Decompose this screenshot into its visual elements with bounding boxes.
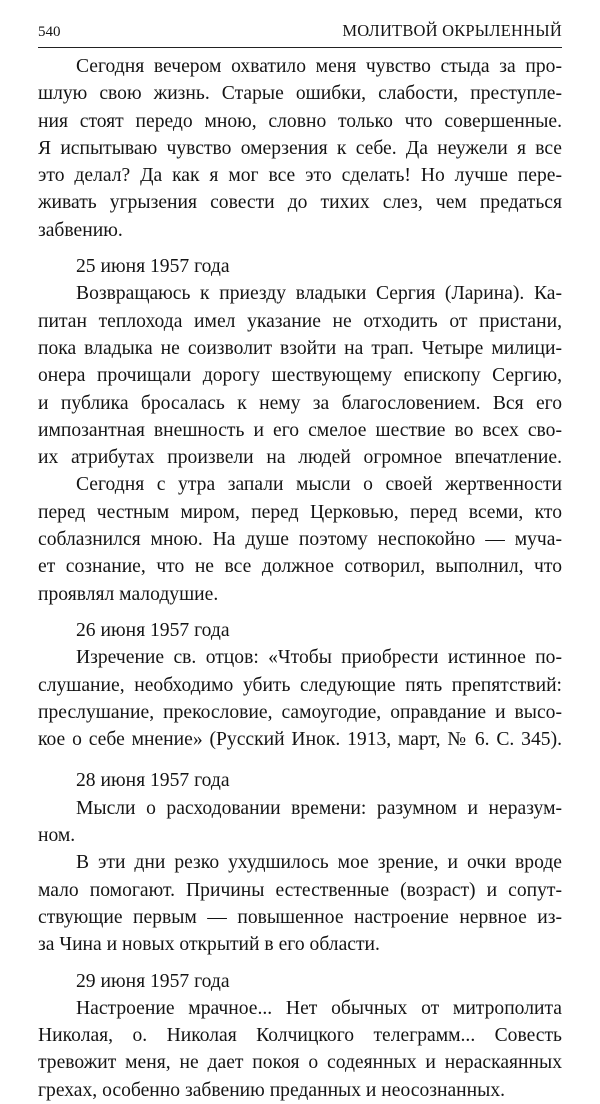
text-line: проявлял малодушие. [38, 583, 219, 605]
paragraph [38, 53, 562, 244]
entry-date: 26 июня 1957 года [76, 619, 230, 641]
text-line: мало помогают. Причины естественные (возраст) и сопут- [38, 879, 562, 901]
text-line: ния стоят передо мною, словно только что совершенные. [38, 110, 562, 132]
text-line: Изречение св. отцов: «Чтобы приобрести истинное по- [76, 647, 562, 669]
text-line: тревожит меня, не дает покоя о содеянных и нераскаянных [38, 1052, 562, 1074]
entry-date: 28 июня 1957 года [76, 770, 230, 792]
text-line: ствующие первым — повышенное настроение нервное из- [38, 906, 562, 928]
entry-date: 29 июня 1957 года [76, 970, 230, 992]
text-line: преслушание, прекословие, самоугодие, оправдание и высо- [38, 701, 562, 723]
text-line: Настроение мрачное... Нет обычных от митрополита [76, 997, 562, 1019]
diary-entry [38, 53, 562, 244]
text-line: В эти дни резко ухудшилось мое зрение, и очки вроде [76, 852, 562, 874]
text-line: Николая, о. Николая Колчицкого телеграмм... Совесть [38, 1025, 562, 1047]
text-line: ет сознание, что не все должное сотворил, выполнил, что [38, 556, 562, 578]
paragraph [38, 644, 562, 753]
page-body [38, 48, 562, 1104]
running-title: МОЛИТВОЙ ОКРЫЛЕННЫЙ [342, 21, 562, 40]
text-line: Сегодня вечером охватило меня чувство стыда за про- [76, 56, 562, 77]
text-line: соблазнился мною. На душе поэтому неспокойно — муча- [38, 529, 562, 551]
text-line: их атрибутах произвели на людей огромное впечатление. [38, 447, 562, 469]
text-line: Сегодня с утра запали мысли о своей жертвенности [76, 474, 562, 496]
paragraph [38, 995, 562, 1104]
text-line: за Чина и новых открытий в его области. [38, 934, 380, 956]
paragraph [38, 471, 562, 607]
text-line: импозантная внешность и его смелое шествие во всех сво- [38, 419, 562, 441]
text-line: Я испытываю чувство омерзения к себе. Да неужели я все [38, 137, 562, 159]
text-line: кое о себе мнение» (Русский Инок. 1913, март, № 6. С. 345). [38, 729, 562, 751]
text-line: Мысли о расходовании времени: разумном и неразум- [76, 797, 562, 819]
entry-date: 25 июня 1957 года [76, 256, 230, 278]
text-line: шлую свою жизнь. Старые ошибки, слабости, преступле- [38, 83, 562, 105]
text-line: питан теплохода имел указание не отходить от пристани, [38, 310, 562, 332]
paragraph [38, 849, 562, 958]
text-line: это делал? Да как я мог все это сделать! Но лучше пере- [38, 165, 562, 187]
diary-entry [38, 767, 562, 958]
text-line: онера прочищали дорогу шествующему епископу Сергию, [38, 365, 562, 387]
paragraph [38, 280, 562, 471]
text-line: перед честным миром, перед Церковью, перед всеми, кто [38, 501, 562, 523]
text-line: слушание, необходимо убить следующие пять препятствий: [38, 674, 562, 696]
text-line: живать угрызения совести до тихих слез, чем предаться [38, 192, 562, 214]
diary-entry [38, 968, 562, 1104]
diary-entry [38, 617, 562, 753]
diary-entry [38, 253, 562, 608]
text-line: забвению. [38, 219, 123, 241]
text-line: пока владыка не соизволит взойти на трап. Четыре милици- [38, 337, 562, 359]
text-line: грехах, особенно забвению преданных и неосознанных. [38, 1079, 506, 1101]
running-header [38, 0, 562, 48]
text-line: Возвращаюсь к приезду владыки Сергия (Ларина). Ка- [76, 283, 562, 305]
text-line: ном. [38, 825, 76, 847]
book-page [38, 0, 562, 1104]
text-line: и публика бросалась к нему за благословением. Вся его [38, 392, 562, 414]
page-number: 540 [38, 24, 61, 40]
paragraph [38, 795, 562, 850]
